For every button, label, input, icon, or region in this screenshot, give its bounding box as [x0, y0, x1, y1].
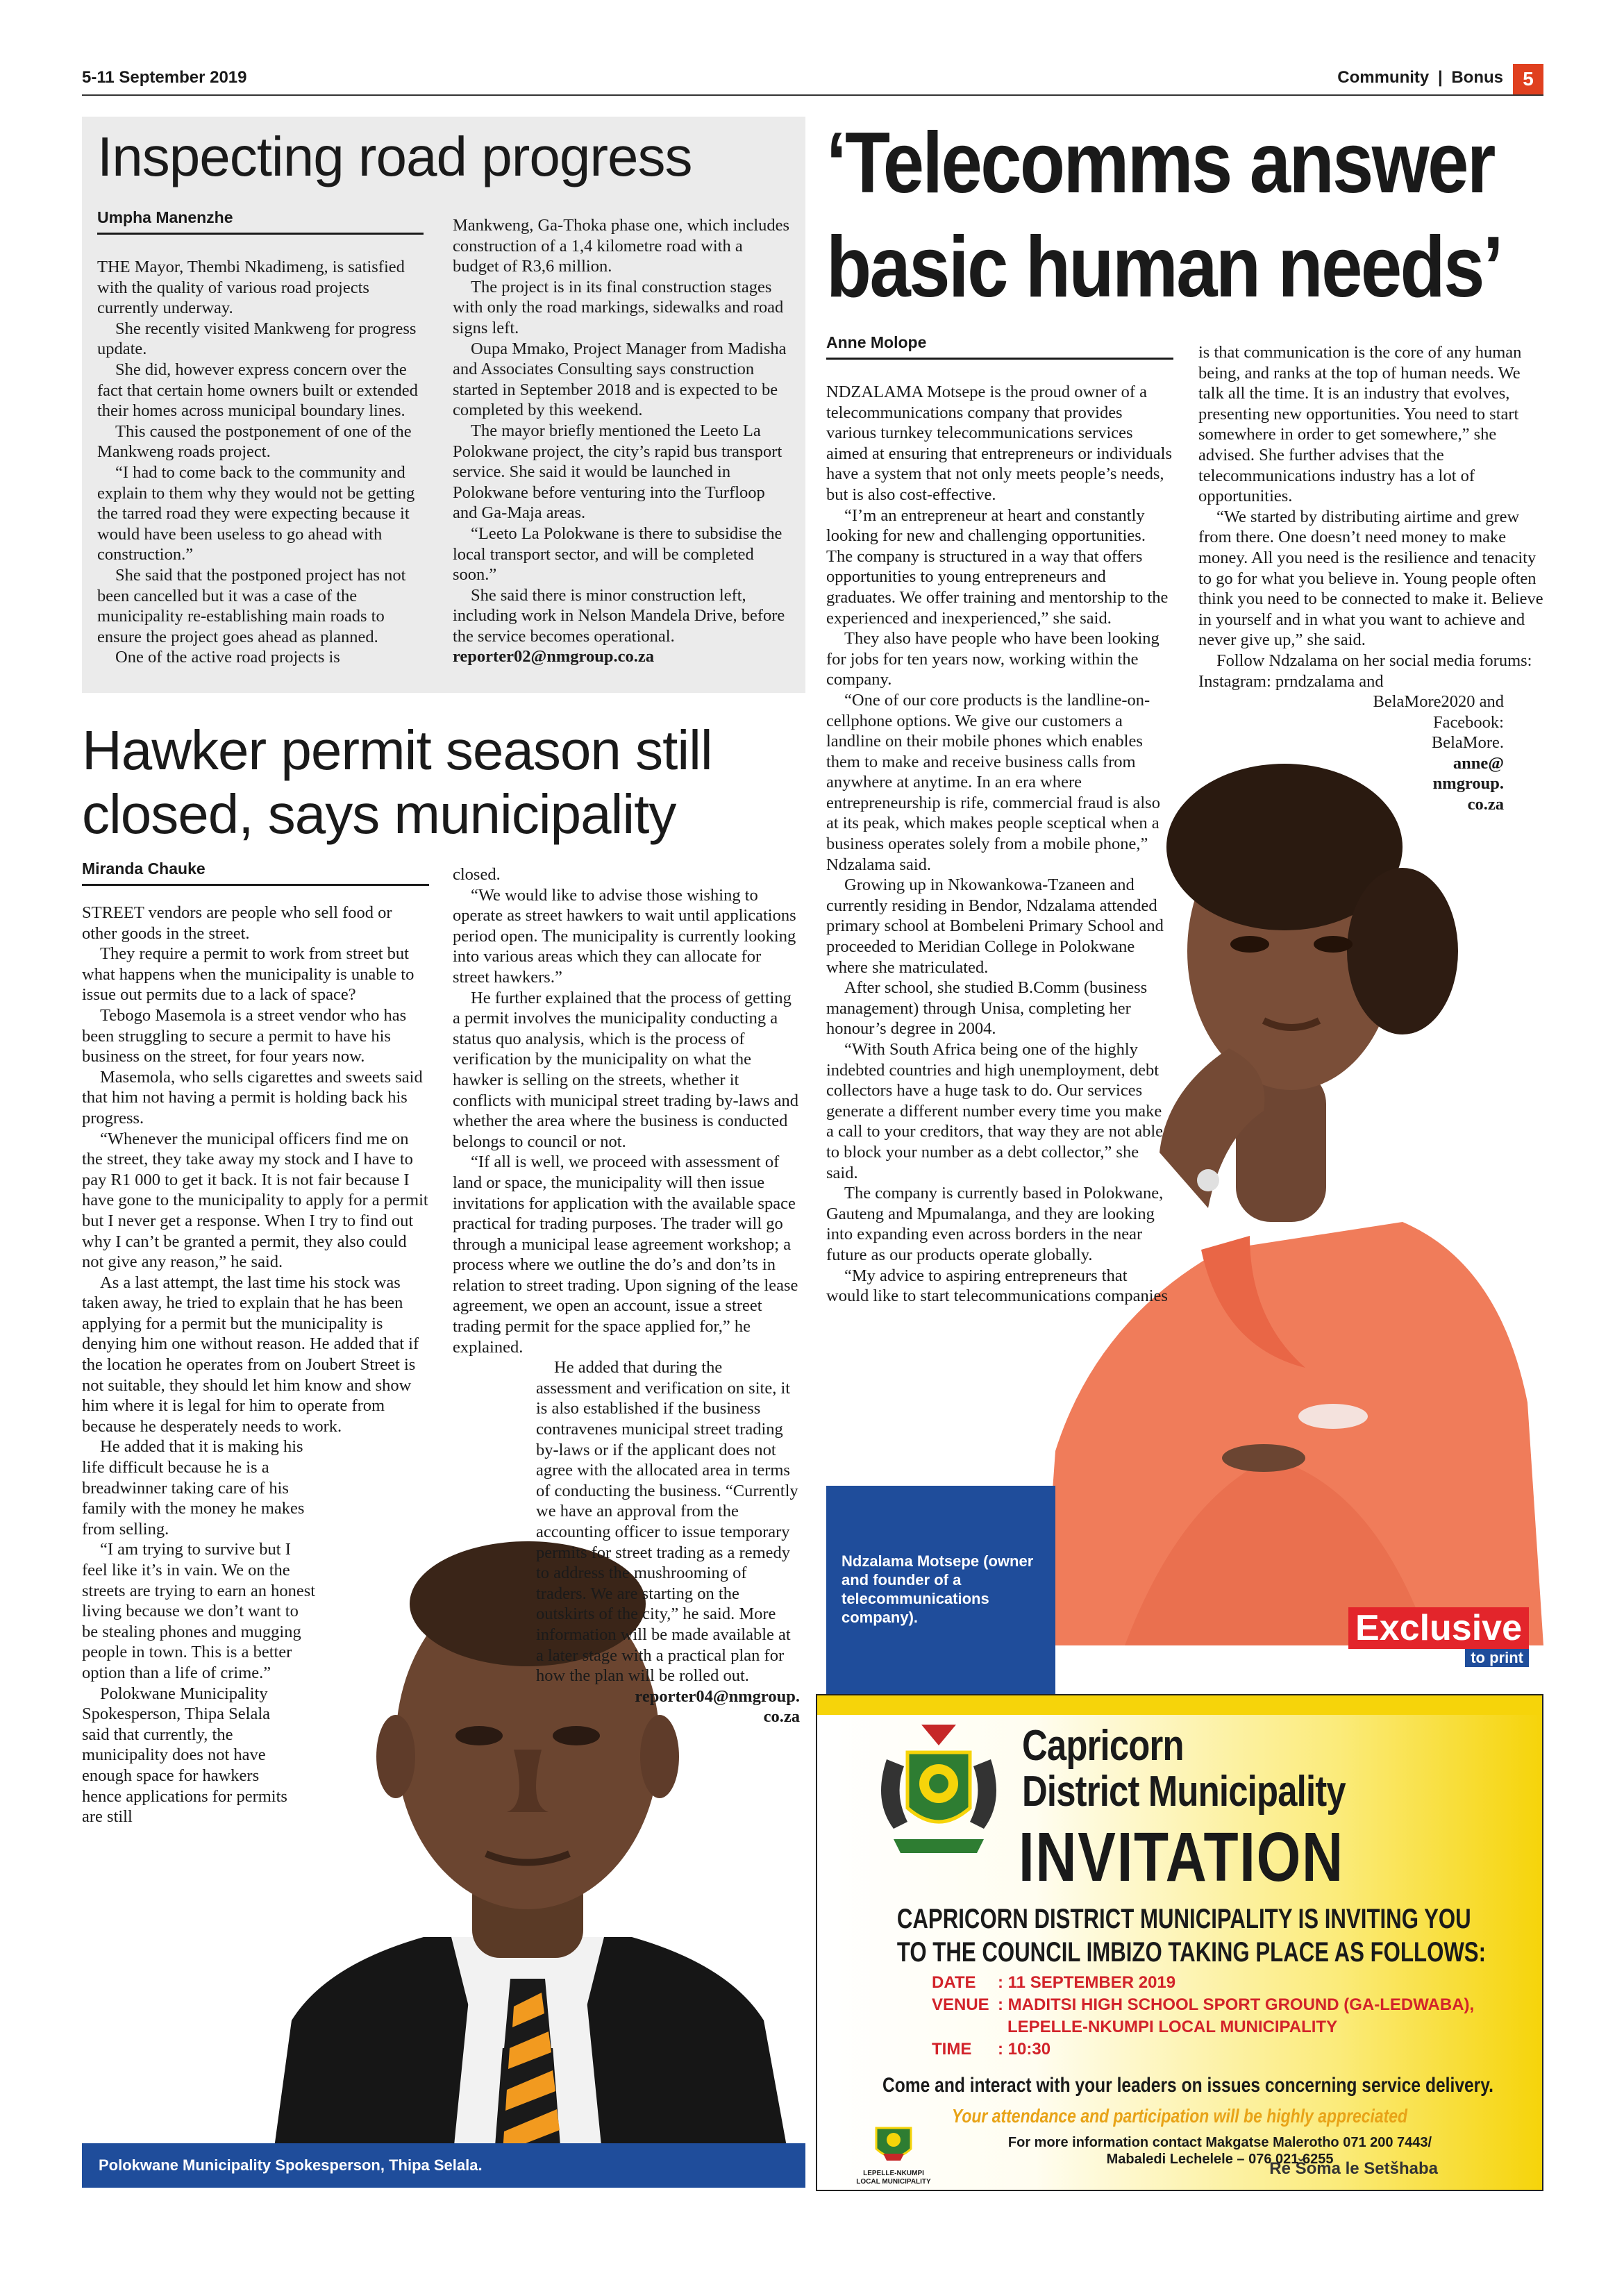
ad-venue-row-2: [932, 2016, 1474, 2038]
lepelle-nkumpi-logo: [848, 2125, 939, 2188]
ad-date-value: : 11 SEPTEMBER 2019: [998, 1973, 1176, 1992]
telecomms-byline: Anne Molope: [826, 333, 1173, 360]
road-paragraph: She did, however express concern over the fact that certain home owners built or extended their homes across municipal boundary lines.: [97, 360, 418, 421]
road-paragraph: The mayor briefly mentioned the Leeto La Polokwane project, the city’s rapid bus transport service. She said it would be launched in Polokwane before venturing into the Turfloop and Ga-Maja areas.: [453, 421, 782, 523]
ad-yellow-stripe-top: [817, 1695, 1542, 1715]
hawker-paragraph: As a last attempt, the last time his stock was taken away, he tried to explain that he has been applying for a permit but the municipality is denying him one without reason. He added that if the location he operates from on Joubert Street is not suitable, they should let him know and show him where it is legal for him to operate from because he desperately needs to work.: [82, 1273, 419, 1436]
hawker-email-line-1: reporter04@nmgroup.: [635, 1686, 800, 1706]
ad-time-label: TIME: [932, 2040, 972, 2059]
email-line: anne@: [1453, 753, 1504, 773]
header-rule: [82, 94, 1543, 96]
issue-date: 5-11 September 2019: [82, 68, 247, 87]
ad-time-value: : 10:30: [998, 2040, 1051, 2059]
hawker-paragraph: He added that it is making his life difficult because he is a breadwinner taking care of his family with the money he makes from selling.: [82, 1437, 305, 1539]
ad-date-row: [932, 1972, 1474, 1994]
telecomms-column-2: [1198, 342, 1546, 815]
hawker-headline-line-1: Hawker permit season still: [82, 719, 712, 781]
road-paragraph: She recently visited Mankweng for progress update.: [97, 319, 417, 359]
ad-intro: [817, 1902, 1542, 1969]
ad-venue-row: [932, 1994, 1474, 2016]
road-email[interactable]: reporter02@nmgroup.co.za: [453, 647, 654, 667]
telecomms-column-1: [826, 382, 1173, 1307]
ad-attendance-text: Your attendance and participation will be highly appreciated: [951, 2105, 1408, 2127]
road-headline: Inspecting road progress: [97, 126, 692, 187]
hawker-paragraph: He further explained that the process of getting a permit involves the municipality conducting a status quo analysis, which is the process of verification by the municipality on what the hawker is selling on the streets, whether it conflicts with municipal street trading by-laws and whether the area where the business is conducted belongs to council or not.: [453, 988, 799, 1151]
road-paragraph: She said there is minor construction left, including work in Nelson Mandela Drive, before the service becomes operational.: [453, 585, 785, 646]
social-line: Facebook:: [1432, 712, 1504, 732]
telecomms-paragraph: Follow Ndzalama on her social media forums: Instagram: prndzalama and: [1198, 651, 1532, 691]
hawker-headline: [82, 719, 712, 846]
ad-contact-line-2: Mabaledi Lechelele – 076 021 6255: [1106, 2152, 1334, 2167]
section-separator: |: [1437, 68, 1443, 87]
telecomms-paragraph: The company is currently based in Polokwane, Gauteng and Mpumalanga, and they are looking into expanding even across borders in the near future as our products operate globally.: [826, 1184, 1164, 1264]
telecomms-paragraph: After school, she studied B.Comm (business management) through Unisa, completing her honour’s degree in 2004.: [826, 978, 1148, 1039]
ad-slogan: Re Šoma le Setšhaba: [1269, 2159, 1438, 2178]
road-paragraph: This caused the postponement of one of the Mankweng roads project.: [97, 421, 412, 462]
ad-tagline-text: Come and interact with your leaders on issues concerning service delivery.: [882, 2074, 1493, 2097]
ad-tagline: [817, 2074, 1542, 2097]
municipal-invitation-ad: [816, 1694, 1543, 2191]
hawker-byline: Miranda Chauke: [82, 860, 429, 886]
ad-time-row: [932, 2038, 1474, 2061]
hawker-paragraph: “I am trying to survive but I feel like it’s in vain. We on the streets are trying to earn an honest living because we don’t want to be stealing phones and mugging people in town. This is a better option than a life of crime.”: [82, 1540, 316, 1682]
telecomms-email[interactable]: [1198, 753, 1546, 815]
road-byline: Umpha Manenzhe: [97, 208, 424, 235]
page-number: 5: [1523, 68, 1534, 90]
ad-contact-line-1: For more information contact Makgatse Malerotho 071 200 7443/: [1007, 2135, 1432, 2150]
ad-intro-line-1: CAPRICORN DISTRICT MUNICIPALITY IS INVITING YOU: [896, 1904, 1471, 1934]
hawker-headline-line-2: closed, says municipality: [82, 783, 676, 845]
ad-date-label: DATE: [932, 1973, 976, 1992]
hawker-paragraph: “We would like to advise those wishing to operate as street hawkers to wait until applications period open. The municipality is currently looking into various areas which they can allocate for street hawkers.”: [453, 885, 796, 987]
ad-venue-label: VENUE: [932, 1995, 989, 2014]
telecomms-headline-line-2: basic human needs’: [826, 219, 1502, 315]
sub-section-name: Bonus: [1451, 68, 1503, 87]
hawker-paragraph: Tebogo Masemola is a street vendor who has been struggling to secure a permit to have his business on the street, for four years now.: [82, 1005, 407, 1066]
road-paragraph: “Leeto La Polokwane is there to subsidise the local transport sector, and will be completed soon.”: [453, 523, 782, 585]
social-line: BelaMore.: [1431, 733, 1504, 753]
telecomms-headline: [826, 111, 1502, 319]
telecomms-paragraph: “One of our core products is the landline-on-cellphone options. We give our customers a landline on their mobile phones which enables them to make and receive business calls from anywhere at anytime. In an era where entrepreneurship is rife, commercial fraud is also at its peak, which makes people sceptical when a business operates solely from a mobile phone,” Ndzalama said.: [826, 690, 1160, 874]
ad-org-line-1: Capricorn: [1022, 1722, 1184, 1770]
businesswoman-caption-text: Ndzalama Motsepe (owner and founder of a telecommunications company).: [842, 1552, 1034, 1626]
telecomms-paragraph: is that communication is the core of any human being, and ranks at the top of human needs. We talk all the time. It is an industry that evolves, presenting new opportunities. You need to start somewhere in order to get somewhere,” she advised. She further advises that the telecommunications industry has a lot of opportunities.: [1198, 343, 1522, 506]
section-name: Community: [1337, 68, 1430, 87]
telecomms-paragraph: “I’m an entrepreneur at heart and constantly looking for new and challenging opportunities. The company is structured in a way that offers opportunities to young entrepreneurs and graduates. We offer training and mentorship to the experienced and inexperienced,” she said.: [826, 505, 1169, 628]
hawker-paragraph: “Whenever the municipal officers find me on the street, they take away my stock and I have to pay R1 000 to get it back. It is not fair because I have gone to the municipality to apply for a permit but I never get a response. When I try to find out why I can’t be granted a permit, they also could not give any reason,” he said.: [82, 1129, 428, 1272]
telecomms-paragraph: NDZALAMA Motsepe is the proud owner of a telecommunications company that provides various turnkey telecommunications services aimed at ensuring that entrepreneurs or individuals have a system that not only meets people’s needs, but is also cost-effective.: [826, 383, 1173, 504]
road-paragraph: THE Mayor, Thembi Nkadimeng, is satisfied with the quality of various road projects currently underway.: [97, 258, 405, 318]
road-paragraph: The project is in its final construction stages with only the road markings, sidewalks and road signs left.: [453, 277, 784, 337]
ad-intro-line-2: TO THE COUNCIL IMBIZO TAKING PLACE AS FOLLOWS:: [896, 1937, 1486, 1968]
telecomms-paragraph: They also have people who have been looking for jobs for ten years now, working within the company.: [826, 629, 1160, 689]
lepelle-logo-line-2: LOCAL MUNICIPALITY: [856, 2178, 931, 2186]
exclusive-main: Exclusive: [1348, 1607, 1529, 1649]
hawker-paragraph: They require a permit to work from street but what happens when the municipality is unable to issue out permits due to a lack of space?: [82, 944, 415, 1005]
hawker-paragraph: Polokwane Municipality Spokesperson, Thipa Selala said that currently, the municipality does not have enough space for hawkers hence applications for permits are still: [82, 1684, 287, 1827]
social-handles: [1198, 692, 1546, 753]
road-paragraph: “I had to come back to the community and explain to them why they would not be getting the tarred road they were expecting because it would have been useless to go ahead with construction.”: [97, 462, 415, 564]
road-column-2: [453, 215, 793, 667]
exclusive-badge: [1319, 1607, 1529, 1667]
road-paragraph: One of the active road projects is: [115, 648, 340, 667]
telecomms-paragraph: “My advice to aspiring entrepreneurs that would like to start telecommunications companies: [826, 1266, 1168, 1306]
ad-org-name: [1022, 1723, 1346, 1815]
hawker-paragraph: He added that during the assessment and verification on site, it is also established if the business contravenes municipal street trading by-laws or if the applicant does not agree with the allocated area in terms of conducting the business. “Currently we have an approval from the accounting officer to issue temporary permits for street trading as a remedy to address the mushrooming of traders. We are starting on the outskirts of the city,” he said. More information will be made available at a later stage with a practical plan for how the plan will be rolled out.: [536, 1358, 798, 1686]
ad-venue-value-1: : MADITSI HIGH SCHOOL SPORT GROUND (GA-LEDWABA),: [998, 1995, 1475, 2014]
hawker-paragraph: STREET vendors are people who sell food or other goods in the street.: [82, 903, 392, 943]
hawker-column-2: [453, 864, 800, 1727]
spokesperson-caption: [82, 2143, 805, 2188]
hawker-email[interactable]: [453, 1686, 800, 1727]
road-column-1: [97, 257, 424, 668]
hawker-paragraph: closed.: [453, 865, 501, 884]
page-number-badge: [1513, 64, 1543, 94]
hawker-paragraph: “If all is well, we proceed with assessment of land or space, the municipality will then issue invitations for application with the available space practical for trading purposes. The trader will go through a municipal lease agreement workshop; a process where we outline the do’s and don’ts in relation to street trading. Upon signing of the lease agreement, we open an account, issue a street trading permit for the space applied for,” he explained.: [453, 1153, 798, 1357]
road-paragraph: She said that the postponed project has not been cancelled but it was a case of the municipality re-establishing main roads to ensure the project goes ahead as planned.: [97, 565, 406, 646]
capricorn-coat-of-arms-icon: [866, 1718, 1012, 1863]
road-paragraph: Mankweng, Ga-Thoka phase one, which includes construction of a 1,4 kilometre road with a budget of R3,6 million.: [453, 216, 790, 276]
hawker-paragraph: Masemola, who sells cigarettes and sweets said that him not having a permit is holding back his progress.: [82, 1067, 423, 1128]
spokesperson-caption-text: Polokwane Municipality Spokesperson, Thipa Selala.: [99, 2156, 483, 2174]
exclusive-sub: to print: [1465, 1649, 1529, 1667]
hawker-email-line-2: co.za: [763, 1707, 800, 1727]
email-line: co.za: [1467, 795, 1504, 814]
social-line: BelaMore2020 and: [1373, 692, 1504, 712]
road-paragraph: Oupa Mmako, Project Manager from Madisha and Associates Consulting says construction started in September 2018 and is expected to be completed by this weekend.: [453, 339, 787, 420]
section-label: [1337, 68, 1503, 87]
ad-venue-value-2: LEPELLE-NKUMPI LOCAL MUNICIPALITY: [1007, 2018, 1338, 2036]
lepelle-logo-line-1: LEPELLE-NKUMPI: [863, 2170, 924, 2177]
email-line: nmgroup.: [1432, 774, 1504, 794]
lepelle-nkumpi-crest-icon: [869, 2125, 918, 2166]
ad-org-line-2: District Municipality: [1022, 1768, 1346, 1816]
telecomms-paragraph: “With South Africa being one of the highly indebted countries and high unemployment, debt collectors have a huge task to do. Our services generate a different number every time you make a call to your creditors, that way they are not able to block your number as a debt collector,” she said.: [826, 1040, 1164, 1182]
ad-details: [932, 1972, 1474, 2061]
telecomms-paragraph: Growing up in Nkowankowa-Tzaneen and currently residing in Bendor, Ndzalama attended primary school at Bombeleni Primary School and proceeded to Meridian College in Polokwane where she matriculated.: [826, 875, 1164, 977]
telecomms-headline-line-1: ‘Telecomms answer: [826, 115, 1494, 211]
ad-title: INVITATION: [1019, 1818, 1344, 1896]
telecomms-paragraph: “We started by distributing airtime and grew from there. One doesn’t need money to make money. All you need is the resilience and tenacity to go for what you believe in. Young people often think you need to be connected to make it. Believe in yourself and in what you want to achieve and never give up,” she said.: [1198, 507, 1543, 650]
hawker-column-1: [82, 903, 429, 1827]
page-header: [82, 68, 1543, 96]
businesswoman-caption: [826, 1486, 1055, 1694]
